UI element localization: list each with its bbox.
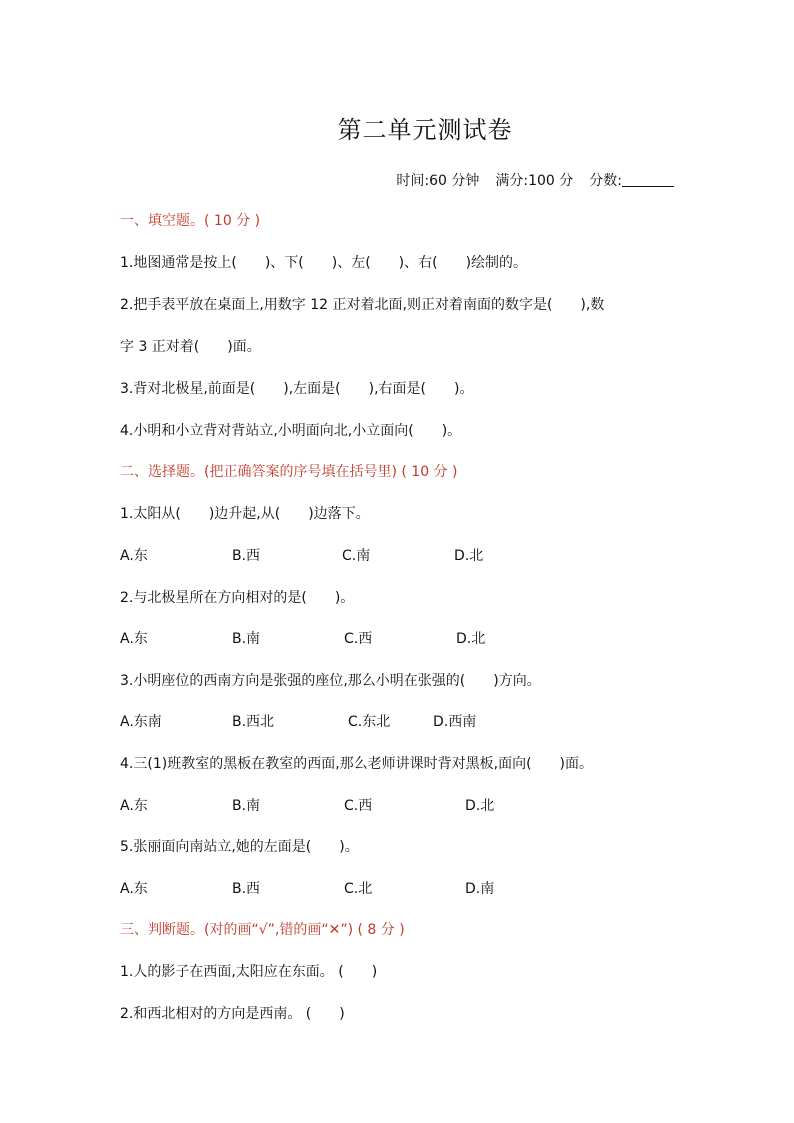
page-title: 第二单元测试卷 bbox=[337, 116, 513, 144]
question-3-2: 2.和西北相对的方向是西南。 ( ) bbox=[120, 1006, 345, 1022]
question-1-3: 3.背对北极星,前面是( ),左面是( ),右面是( )。 bbox=[120, 381, 474, 397]
exam-meta bbox=[396, 170, 674, 190]
question-2-2: 2.与北极星所在方向相对的是( )。 bbox=[120, 590, 355, 606]
option[interactable]: D.西南 bbox=[433, 714, 477, 730]
option[interactable]: A.东 bbox=[120, 548, 148, 564]
question-1-2: 2.把手表平放在桌面上,用数字 12 正对着北面,则正对着南面的数字是( ),数 bbox=[120, 297, 605, 313]
question-2-4: 4.三(1)班教室的黑板在教室的西面,那么老师讲课时背对黑板,面向( )面。 bbox=[120, 756, 594, 772]
option[interactable]: C.北 bbox=[344, 881, 373, 897]
option[interactable]: C.东北 bbox=[348, 714, 391, 730]
score-blank[interactable] bbox=[622, 170, 674, 187]
option[interactable]: D.北 bbox=[456, 631, 486, 647]
section-fill-blank-heading: 一、填空题。( 10 分 ) bbox=[120, 213, 261, 229]
option[interactable]: B.西 bbox=[232, 881, 261, 897]
option[interactable]: C.西 bbox=[344, 631, 373, 647]
option[interactable]: C.西 bbox=[344, 798, 373, 814]
option[interactable]: B.西 bbox=[232, 548, 261, 564]
question-1-1: 1.地图通常是按上( )、下( )、左( )、右( )绘制的。 bbox=[120, 255, 528, 271]
section-choice-heading: 二、选择题。(把正确答案的序号填在括号里) ( 10 分 ) bbox=[120, 464, 458, 480]
full-score-label: 满分:100 分 bbox=[495, 173, 574, 189]
question-1-4: 4.小明和小立背对背站立,小明面向北,小立面向( )。 bbox=[120, 423, 462, 439]
option[interactable]: A.东南 bbox=[120, 714, 162, 730]
question-2-1: 1.太阳从( )边升起,从( )边落下。 bbox=[120, 506, 370, 522]
question-2-5: 5.张丽面向南站立,她的左面是( )。 bbox=[120, 839, 359, 855]
option[interactable]: A.东 bbox=[120, 631, 148, 647]
option[interactable]: A.东 bbox=[120, 798, 148, 814]
option[interactable]: D.南 bbox=[465, 881, 495, 897]
section-judge-heading: 三、判断题。(对的画“√”,错的画“✕”) ( 8 分 ) bbox=[120, 922, 405, 938]
option[interactable]: A.东 bbox=[120, 881, 148, 897]
question-1-2-cont: 字 3 正对着( )面。 bbox=[120, 339, 261, 355]
time-label: 时间:60 分钟 bbox=[396, 173, 480, 189]
score-label: 分数: bbox=[589, 173, 622, 189]
option[interactable]: B.南 bbox=[232, 631, 261, 647]
option[interactable]: D.北 bbox=[454, 548, 484, 564]
option[interactable]: D.北 bbox=[465, 798, 495, 814]
option[interactable]: B.西北 bbox=[232, 714, 275, 730]
option[interactable]: C.南 bbox=[342, 548, 371, 564]
question-2-3: 3.小明座位的西南方向是张强的座位,那么小明在张强的( )方向。 bbox=[120, 673, 541, 689]
option[interactable]: B.南 bbox=[232, 798, 261, 814]
question-3-1: 1.人的影子在西面,太阳应在东面。 ( ) bbox=[120, 964, 378, 980]
